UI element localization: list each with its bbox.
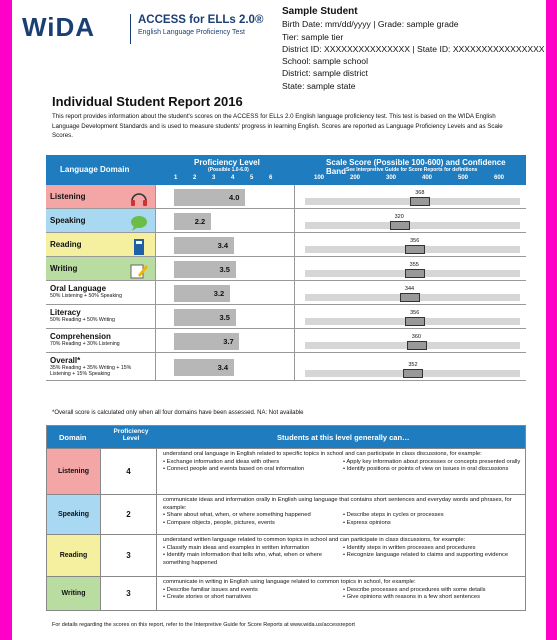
can-do-bullet: • Classify main ideas and examples in written information	[163, 544, 310, 551]
proficiency-value: 3.5	[219, 264, 230, 274]
domain-formula: 50% Reading + 50% Writing	[50, 317, 115, 323]
scale-tick: 600	[494, 175, 505, 181]
scale-tick: 300	[386, 175, 397, 181]
proficiency-value: 4.0	[229, 192, 240, 202]
scores-table-body	[46, 185, 526, 381]
score-row-label	[46, 353, 156, 380]
scores-table-header	[46, 155, 526, 185]
can-do-text	[163, 579, 523, 602]
can-do-domain: Writing	[47, 577, 101, 610]
report-sheet	[12, 0, 546, 640]
proficiency-value: 3.7	[223, 336, 234, 346]
can-do-level: 3	[101, 577, 157, 610]
domain-name: Oral Language	[50, 284, 107, 293]
confidence-band	[403, 369, 423, 378]
can-do-bullet: • Describe steps in cycles or processes	[343, 512, 444, 519]
access-subtitle: English Language Proficiency Test	[138, 29, 245, 36]
domain-name: Comprehension	[50, 332, 111, 341]
score-row-label	[46, 233, 156, 256]
proficiency-cell	[166, 209, 276, 232]
scale-score-value: 352	[408, 362, 418, 368]
can-do-text	[163, 497, 523, 527]
score-row	[46, 185, 526, 209]
district-state-id: District ID: XXXXXXXXXXXXXXX | State ID: XXXXXXXXXXXXXXXX	[282, 43, 545, 54]
score-row	[46, 257, 526, 281]
student-info	[282, 6, 545, 92]
headphones-icon	[129, 190, 147, 206]
can-do-header	[47, 426, 525, 448]
col-level: Proficiency Level	[113, 428, 149, 442]
report-title: Individual Student Report 2016	[52, 94, 243, 109]
col-proficiency-sub: (Possible 1.0-6.0)	[208, 167, 249, 173]
can-do-row	[47, 448, 525, 494]
student-name: Sample Student	[282, 6, 358, 17]
scale-cell	[294, 281, 526, 304]
can-do-domain: Speaking	[47, 495, 101, 534]
scale-tick: 500	[458, 175, 469, 181]
domain-name: Reading	[50, 240, 82, 249]
can-do-intro: understand written language related to common topics in school and can participate in class discussions, for example:	[163, 537, 466, 543]
confidence-band	[410, 197, 430, 206]
can-do-body	[47, 448, 525, 610]
scale-score-value: 368	[415, 190, 425, 196]
score-row	[46, 329, 526, 353]
score-row	[46, 281, 526, 305]
proficiency-cell	[166, 329, 276, 352]
can-do-bullet: • Describe processes and procedures with some details	[343, 586, 486, 593]
domain-name: Listening	[50, 192, 86, 201]
wida-logo: WiDA	[22, 12, 96, 42]
col-language-domain: Language Domain	[60, 165, 130, 174]
can-do-bullet: • Identify steps in written processes and procedures	[343, 544, 476, 551]
col-domain: Domain	[59, 433, 87, 442]
confidence-band	[390, 221, 410, 230]
can-do-bullet: • Exchange information and ideas with others	[163, 458, 280, 465]
scale-tick: 200	[350, 175, 361, 181]
prof-tick: 4	[231, 175, 235, 181]
scale-tick: 100	[314, 175, 325, 181]
col-scale-sub: See Interpretive Guide for Score Reports for definitions	[346, 167, 478, 173]
domain-formula: 35% Reading + 35% Writing + 15% Listening + 15% Speaking	[50, 365, 132, 377]
prof-tick: 2	[193, 175, 197, 181]
can-do-intro: communicate in writing in English using language related to common topics in school, for example:	[163, 579, 416, 585]
proficiency-cell	[166, 281, 276, 304]
can-do-text	[163, 451, 523, 474]
proficiency-cell	[166, 353, 276, 380]
can-do-bullet: • Share about what, when, or where something happened	[163, 512, 311, 519]
can-do-row	[47, 494, 525, 534]
can-do-bullet: • Give opinions with reasons in a few short sentences	[343, 594, 481, 601]
can-do-domain: Listening	[47, 449, 101, 494]
score-row-label	[46, 305, 156, 328]
col-can-do: Students at this level generally can…	[277, 433, 410, 442]
scale-cell	[294, 185, 526, 208]
proficiency-value: 3.4	[217, 240, 229, 250]
prof-tick: 6	[269, 175, 273, 181]
report-footer: For details regarding the scores on this report, refer to the Interpretive Guide for Score Reports at www.wida.us/accessreport	[52, 622, 355, 628]
proficiency-bar	[174, 213, 211, 230]
scale-score-value: 356	[410, 310, 420, 316]
scale-cell	[294, 329, 526, 352]
score-row	[46, 233, 526, 257]
prof-tick: 3	[212, 175, 216, 181]
scores-table	[46, 155, 526, 381]
can-do-text	[163, 537, 523, 567]
birth-grade: Birth Date: mm/dd/yyyy | Grade: sample grade	[282, 19, 459, 30]
can-do-bullet: • Apply key information about processes or concepts presented orally	[343, 458, 521, 465]
score-row-label	[46, 185, 156, 208]
score-row-label	[46, 329, 156, 352]
score-row	[46, 353, 526, 381]
score-row-label	[46, 257, 156, 280]
scale-cell	[294, 233, 526, 256]
can-do-bullet: • Describe familiar issues and events	[163, 586, 258, 593]
header-divider	[130, 14, 131, 44]
scale-score-value: 344	[404, 286, 415, 292]
scale-cell	[294, 209, 526, 232]
domain-name: Overall*	[50, 356, 81, 365]
can-do-domain: Reading	[47, 535, 101, 576]
scale-score-value: 320	[394, 214, 404, 220]
col-proficiency-level: Proficiency Level	[194, 158, 260, 167]
can-do-bullet: • Connect people and events based on oral information	[163, 466, 305, 473]
score-row	[46, 209, 526, 233]
book-icon	[129, 238, 147, 254]
can-do-bullet: • Recognize language related to claims and supporting evidence	[343, 552, 509, 559]
domain-name: Literacy	[50, 308, 81, 317]
scale-tick: 400	[422, 175, 433, 181]
can-do-table	[46, 425, 526, 611]
prof-tick: 5	[250, 175, 254, 181]
proficiency-value: 3.2	[213, 288, 225, 298]
can-do-bullet: • Create stories or short narratives	[163, 594, 252, 601]
can-do-bullet: • Express opinions	[343, 519, 391, 526]
domain-formula: 50% Listening + 50% Speaking	[50, 293, 122, 299]
scale-score-value: 356	[410, 238, 420, 244]
can-do-bullet: • Identify positions or points of view on issues in oral discussions	[343, 466, 509, 473]
can-do-intro: communicate ideas and information orally in English using language that contains short sentences and everyday words and phrases, for example:	[163, 497, 512, 511]
district: District: sample district	[282, 68, 368, 79]
can-do-row	[47, 576, 525, 610]
school: School: sample school	[282, 56, 368, 67]
state: State: sample state	[282, 80, 356, 91]
can-do-row	[47, 534, 525, 576]
score-row-label	[46, 281, 156, 304]
proficiency-value: 3.5	[219, 312, 230, 322]
proficiency-cell	[166, 185, 276, 208]
overall-footnote: *Overall score is calculated only when all four domains have been assessed. NA: Not available	[52, 410, 304, 416]
prof-tick: 1	[174, 175, 178, 181]
col-scale-score: Scale Score (Possible 100-600) and Confidence Band	[326, 158, 506, 176]
domain-formula: 70% Reading + 30% Listening	[50, 341, 120, 347]
confidence-band	[405, 245, 425, 254]
access-title: ACCESS for ELLs 2.0®	[138, 14, 264, 26]
scale-cell	[294, 353, 526, 380]
domain-name: Speaking	[50, 216, 86, 225]
confidence-band	[405, 317, 425, 326]
can-do-level: 4	[101, 449, 157, 494]
can-do-bullet: • Compare objects, people, pictures, events	[163, 519, 275, 526]
scale-score-value: 360	[411, 334, 421, 340]
confidence-band	[405, 269, 425, 278]
can-do-level: 3	[101, 535, 157, 576]
proficiency-cell	[166, 305, 276, 328]
domain-name: Writing	[50, 264, 78, 273]
scale-cell	[294, 305, 526, 328]
confidence-band	[400, 293, 420, 302]
proficiency-cell	[166, 233, 276, 256]
scale-cell	[294, 257, 526, 280]
scale-score-value: 355	[409, 262, 419, 268]
can-do-level: 2	[101, 495, 157, 534]
score-row	[46, 305, 526, 329]
proficiency-value: 2.2	[194, 216, 206, 226]
confidence-band	[407, 341, 427, 350]
can-do-bullet: • Identify main information that tells who, what, when or where something happened	[163, 552, 322, 566]
pencil-icon	[129, 262, 147, 278]
report-intro: This report provides information about the student's scores on the ACCESS for ELLs 2.0 English language proficiency test. This test is based on the WIDA English Language Development Standards and is used to measure students' progress in learning English. Scores are reported as Language Proficiency Levels and as Scale Scores.	[52, 113, 503, 140]
speech-bubble-icon	[129, 214, 147, 230]
proficiency-cell	[166, 257, 276, 280]
tier: Tier: sample tier	[282, 31, 344, 42]
score-row-label	[46, 209, 156, 232]
proficiency-value: 3.4	[217, 362, 229, 372]
scale-band	[305, 222, 520, 229]
can-do-intro: understand oral language in English related to specific topics in school and can participate in class discussions, for example:	[163, 451, 482, 457]
